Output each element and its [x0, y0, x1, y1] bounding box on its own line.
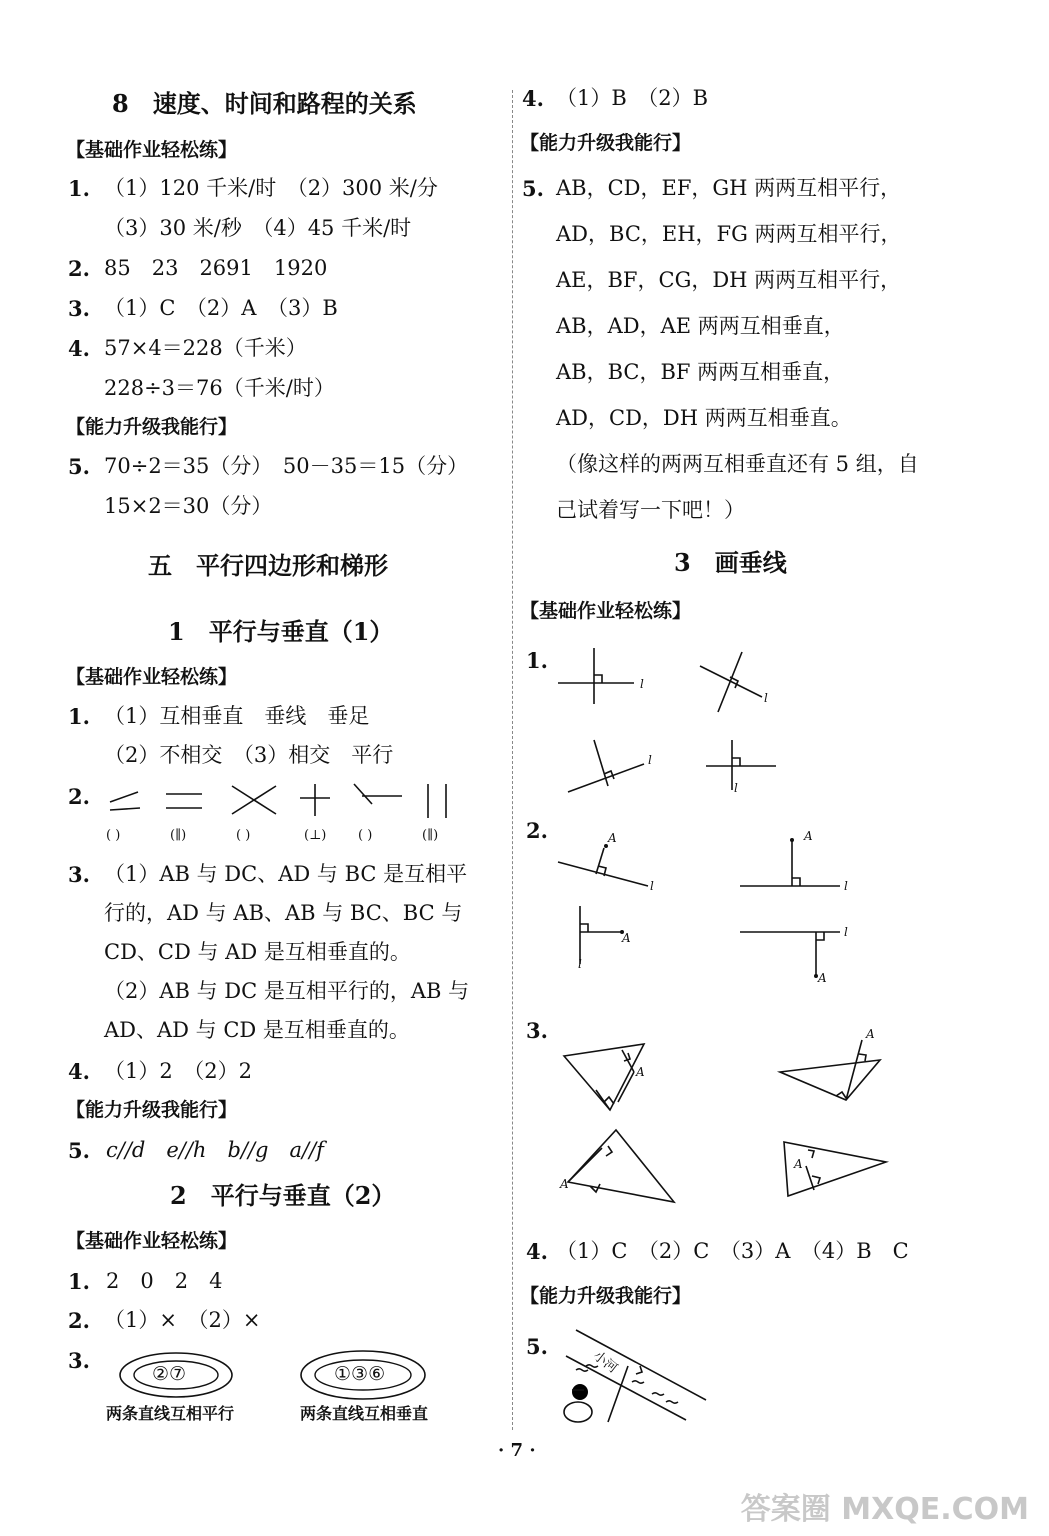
svg-text:A: A [818, 971, 827, 985]
line-pairs-figure [100, 780, 460, 820]
t2-number: 2. [526, 818, 548, 843]
oval-perpendicular-answer: ①③⑥ [334, 1363, 386, 1385]
svg-text:l: l [734, 781, 738, 795]
q2-number: 2. [68, 256, 90, 281]
svg-text:A: A [866, 1027, 875, 1041]
svg-text:A: A [794, 1157, 803, 1171]
svg-text:l: l [640, 677, 644, 691]
t4-line: （1）C （2）C （3）A （4）B C [556, 1239, 909, 1263]
p2-answer-3: ( ) [236, 828, 251, 843]
q1-line2: （3）30 米/秒 （4）45 千米/时 [104, 216, 412, 240]
river-label: 小河 [590, 1348, 620, 1377]
p2-answer-4: (⊥) [304, 828, 327, 843]
svg-text:A: A [560, 1177, 569, 1191]
p3-line4: （2）AB 与 DC 是互相平行的，AB 与 [104, 979, 470, 1003]
p1-line2: （2）不相交 （3）相交 平行 [104, 743, 394, 767]
watermark: 答案圈 MXQE.COM [740, 1492, 1029, 1527]
section-title-2: 2 平行与垂直（2） [170, 1181, 396, 1210]
section-title-3: 3 画垂线 [674, 548, 787, 577]
svg-text:A: A [622, 931, 631, 945]
section-label-ability: 【能力升级我能行】 [66, 416, 238, 438]
column-divider [512, 90, 513, 1430]
section-title-8: 8 速度、时间和路程的关系 [112, 89, 417, 118]
q3-number: 3. [68, 296, 90, 321]
s5-line-7: （像这样的两两互相垂直还有 5 组，自 [556, 452, 919, 476]
section-label-ability: 【能力升级我能行】 [520, 132, 692, 154]
p2-answer-6: (∥) [422, 828, 439, 843]
p2-answer-2: (∥) [170, 828, 187, 843]
q4-line2: 228÷3＝76（千米/时） [104, 376, 335, 400]
p4-number: 4. [68, 1059, 90, 1084]
svg-text:l: l [844, 925, 848, 939]
p3-line1: （1）AB 与 DC、AD 与 BC 是互相平 [104, 862, 468, 886]
q2-line: 85 23 2691 1920 [104, 256, 328, 280]
s5-line-2: AD，BC，EH，FG 两两互相平行， [556, 222, 902, 246]
q4-line1: 57×4＝228（千米） [104, 336, 307, 360]
p5-number: 5. [68, 1138, 90, 1163]
p3-line3: CD、CD 与 AD 是互相垂直的。 [104, 940, 411, 964]
section-label-ability: 【能力升级我能行】 [66, 1099, 238, 1121]
svg-text:l: l [764, 691, 768, 705]
page-number: · 7 · [498, 1440, 536, 1461]
perpendicular-figure-1 [550, 640, 810, 800]
r1-number: 1. [68, 1269, 90, 1294]
oval-caption-parallel: 两条直线互相平行 [106, 1404, 235, 1423]
section-label-basic: 【基础作业轻松练】 [66, 139, 238, 161]
section-title-1: 1 平行与垂直（1） [168, 617, 394, 646]
s5-line-1: AB，CD，EF，GH 两两互相平行， [556, 176, 902, 200]
p3-line5: AD、AD 与 CD 是互相垂直的。 [104, 1018, 410, 1042]
svg-text:l: l [578, 957, 582, 971]
p3-line2: 行的，AD 与 AB、AB 与 BC、BC 与 [104, 901, 463, 925]
section-label-ability: 【能力升级我能行】 [520, 1285, 692, 1307]
s5-number: 5. [522, 176, 544, 201]
s5-line-5: AB，BC，BF 两两互相垂直， [556, 360, 845, 384]
q5-number: 5. [68, 454, 90, 479]
p3-number: 3. [68, 862, 90, 887]
svg-text:A: A [636, 1065, 645, 1079]
q5-line1: 70÷2＝35（分） 50－35＝15（分） [104, 454, 469, 478]
q3-line: （1）C （2）A （3）B [104, 296, 338, 320]
triangle-heights-figure [550, 1026, 890, 1206]
q1-line1: （1）120 千米/时 （2）300 米/分 [104, 176, 438, 200]
p2-answer-5: ( ) [358, 828, 373, 843]
svg-text:l: l [648, 753, 652, 767]
oval-caption-perpendicular: 两条直线互相垂直 [300, 1404, 429, 1423]
river-figure [556, 1322, 716, 1432]
q4-number: 4. [68, 336, 90, 361]
r1-line: 2 0 2 4 [106, 1269, 223, 1293]
svg-text:A: A [804, 829, 813, 843]
s5-line-3: AE，BF，CG，DH 两两互相平行， [556, 268, 902, 292]
svg-text:l: l [650, 879, 654, 893]
svg-text:l: l [844, 879, 848, 893]
s5-line-4: AB，AD，AE 两两互相垂直， [556, 314, 845, 338]
r2-number: 2. [68, 1308, 90, 1333]
oval-parallel-answer: ②⑦ [152, 1363, 187, 1385]
p4-line: （1）2 （2）2 [104, 1059, 252, 1083]
s5-line-6: AD，CD，DH 两两互相垂直。 [556, 406, 852, 430]
q1-number: 1. [68, 176, 90, 201]
s4-number: 4. [522, 86, 544, 111]
t4-number: 4. [526, 1239, 548, 1264]
svg-text:A: A [608, 831, 617, 845]
p2-answer-1: ( ) [106, 828, 121, 843]
r2-line: （1）× （2）× [104, 1308, 261, 1332]
p5-line: c//d e//h b//g a//f [106, 1138, 324, 1162]
perpendicular-figure-2 [550, 828, 860, 988]
t3-number: 3. [526, 1018, 548, 1043]
unit-title: 五 平行四边形和梯形 [148, 551, 388, 580]
q5-line2: 15×2＝30（分） [104, 494, 273, 518]
t1-number: 1. [526, 648, 548, 673]
r3-number: 3. [68, 1348, 90, 1373]
section-label-basic: 【基础作业轻松练】 [66, 1230, 238, 1252]
t5-number: 5. [526, 1334, 548, 1359]
p1-line1: （1）互相垂直 垂线 垂足 [104, 704, 370, 728]
s5-line-8: 己试着写一下吧！） [556, 498, 745, 522]
p2-number: 2. [68, 784, 90, 809]
p1-number: 1. [68, 704, 90, 729]
section-label-basic: 【基础作业轻松练】 [520, 600, 692, 622]
s4-line: （1）B （2）B [556, 86, 709, 110]
section-label-basic: 【基础作业轻松练】 [66, 666, 238, 688]
